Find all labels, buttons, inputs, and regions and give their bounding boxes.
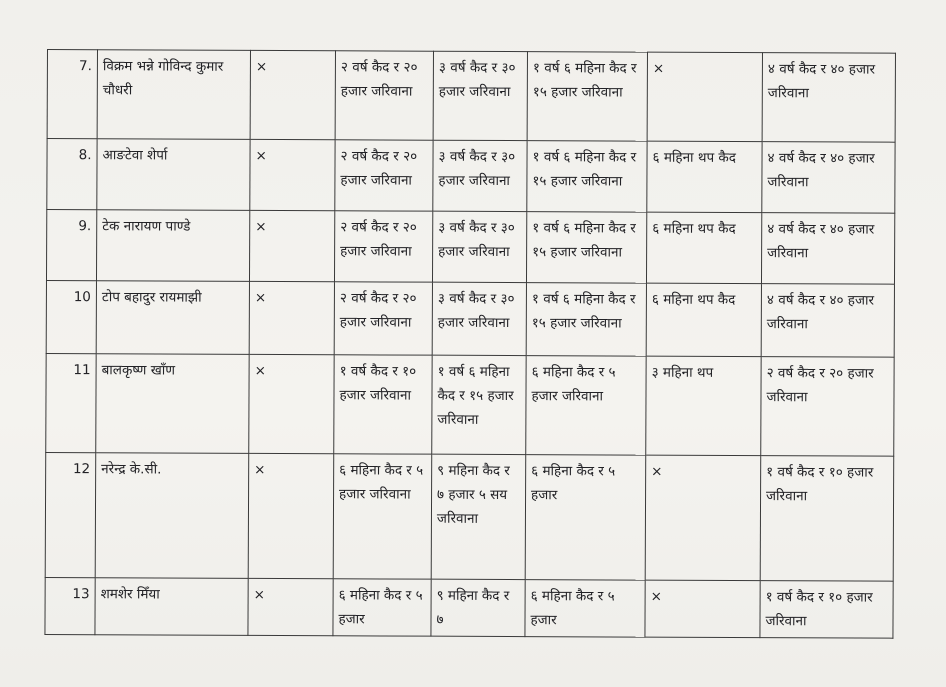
extra-sentence-cell: ६ महिना थप कैद <box>646 212 761 284</box>
cross-mark: × <box>249 210 334 281</box>
defendant-name: टोप बहादुर रायमाझी <box>96 281 249 355</box>
cross-mark: × <box>250 50 335 139</box>
cross-mark: × <box>248 578 333 635</box>
total-sentence-cell: १ वर्ष कैद र १० हजार जरिवाना <box>760 581 893 639</box>
sentence-cell: ९ महिना कैद र ७ <box>431 579 525 636</box>
extra-sentence-cell: ६ महिना थप कैद <box>646 283 761 357</box>
defendant-name: बालकृष्ण खाँण <box>96 354 249 454</box>
total-sentence-cell: १ वर्ष कैद र १० हजार जरिवाना <box>760 456 894 582</box>
cross-mark: × <box>249 281 334 354</box>
sentence-cell: २ वर्ष कैद र २० हजार जरिवाना <box>335 51 433 140</box>
row-number: 7. <box>47 50 97 139</box>
row-number: 12 <box>45 452 96 577</box>
table-row <box>46 280 894 357</box>
total-sentence-cell: ४ वर्ष कैद र ४० हजार जरिवाना <box>761 284 894 358</box>
sentence-cell: ६ महिना कैद र ५ हजार <box>525 455 646 581</box>
total-sentence-cell: ४ वर्ष कैद र ४० हजार जरिवाना <box>761 213 894 285</box>
sentence-cell: ६ महिना कैद र ५ हजार जरिवाना <box>333 454 432 579</box>
sentence-cell: ६ महिना कैद र ५ हजार <box>333 579 431 636</box>
defendant-name: विक्रम भन्ने गोविन्द कुमार चौधरी <box>97 50 250 140</box>
sentence-cell: २ वर्ष कैद र २० हजार जरिवाना <box>334 211 432 282</box>
sentence-cell: १ वर्ष ६ महिना कैद र १५ हजार जरिवाना <box>526 212 646 284</box>
table-row <box>47 139 895 214</box>
table-row <box>47 50 895 143</box>
extra-sentence-cell: × <box>647 52 762 142</box>
table-row <box>45 577 893 638</box>
extra-sentence-cell: ३ महिना थप <box>646 356 761 456</box>
sentence-cell: ६ महिना कैद र ५ हजार <box>525 580 645 638</box>
defendant-name: आङटेवा शेर्पा <box>97 139 250 211</box>
cross-mark: × <box>249 354 334 453</box>
cross-mark: × <box>248 453 334 578</box>
row-number: 11 <box>46 353 96 452</box>
sentence-cell: ३ वर्ष कैद र ३० हजार जरिवाना <box>432 282 526 355</box>
table-row <box>46 210 894 285</box>
defendant-name: नरेन्द्र के.सी. <box>95 453 249 579</box>
cross-mark: × <box>250 139 335 210</box>
sentence-table <box>44 49 896 639</box>
row-number: 9. <box>46 210 96 281</box>
table-row <box>46 353 894 456</box>
sentence-cell: १ वर्ष कैद र १० हजार जरिवाना <box>334 355 432 454</box>
sentence-cell: २ वर्ष कैद र २० हजार जरिवाना <box>334 282 432 355</box>
extra-sentence-cell: × <box>645 580 760 638</box>
sentence-cell: २ वर्ष कैद र २० हजार जरिवाना <box>335 140 433 211</box>
row-number: 8. <box>47 139 97 210</box>
sentence-cell: ३ वर्ष कैद र ३० हजार जरिवाना <box>432 211 526 282</box>
sentence-cell: ६ महिना कैद र ५ हजार जरिवाना <box>526 356 646 456</box>
total-sentence-cell: २ वर्ष कैद र २० हजार जरिवाना <box>761 357 894 457</box>
sentence-cell: १ वर्ष ६ महिना कैद र १५ हजार जरिवाना <box>527 52 647 142</box>
sentence-cell: १ वर्ष ६ महिना कैद र १५ हजार जरिवाना <box>527 141 647 213</box>
total-sentence-cell: ४ वर्ष कैद र ४० हजार जरिवाना <box>762 142 895 214</box>
defendant-name: टेक नारायण पाण्डे <box>96 210 249 282</box>
total-sentence-cell: ४ वर्ष कैद र ४० हजार जरिवाना <box>762 53 895 143</box>
sentence-cell: ३ वर्ष कैद र ३० हजार जरिवाना <box>433 140 527 211</box>
sentence-cell: १ वर्ष ६ महिना कैद र १५ हजार जरिवाना <box>432 355 526 454</box>
extra-sentence-cell: × <box>645 455 761 581</box>
row-number: 13 <box>45 577 95 634</box>
sentence-cell: ३ वर्ष कैद र ३० हजार जरिवाना <box>433 51 527 140</box>
sentence-cell: ९ महिना कैद र ७ हजार ५ सय जरिवाना <box>431 454 526 579</box>
extra-sentence-cell: ६ महिना थप कैद <box>647 141 762 213</box>
defendant-name: शमशेर मिँया <box>95 578 248 636</box>
table-row <box>45 452 894 581</box>
sentence-cell: १ वर्ष ६ महिना कैद र १५ हजार जरिवाना <box>526 283 646 357</box>
row-number: 10 <box>46 280 96 353</box>
